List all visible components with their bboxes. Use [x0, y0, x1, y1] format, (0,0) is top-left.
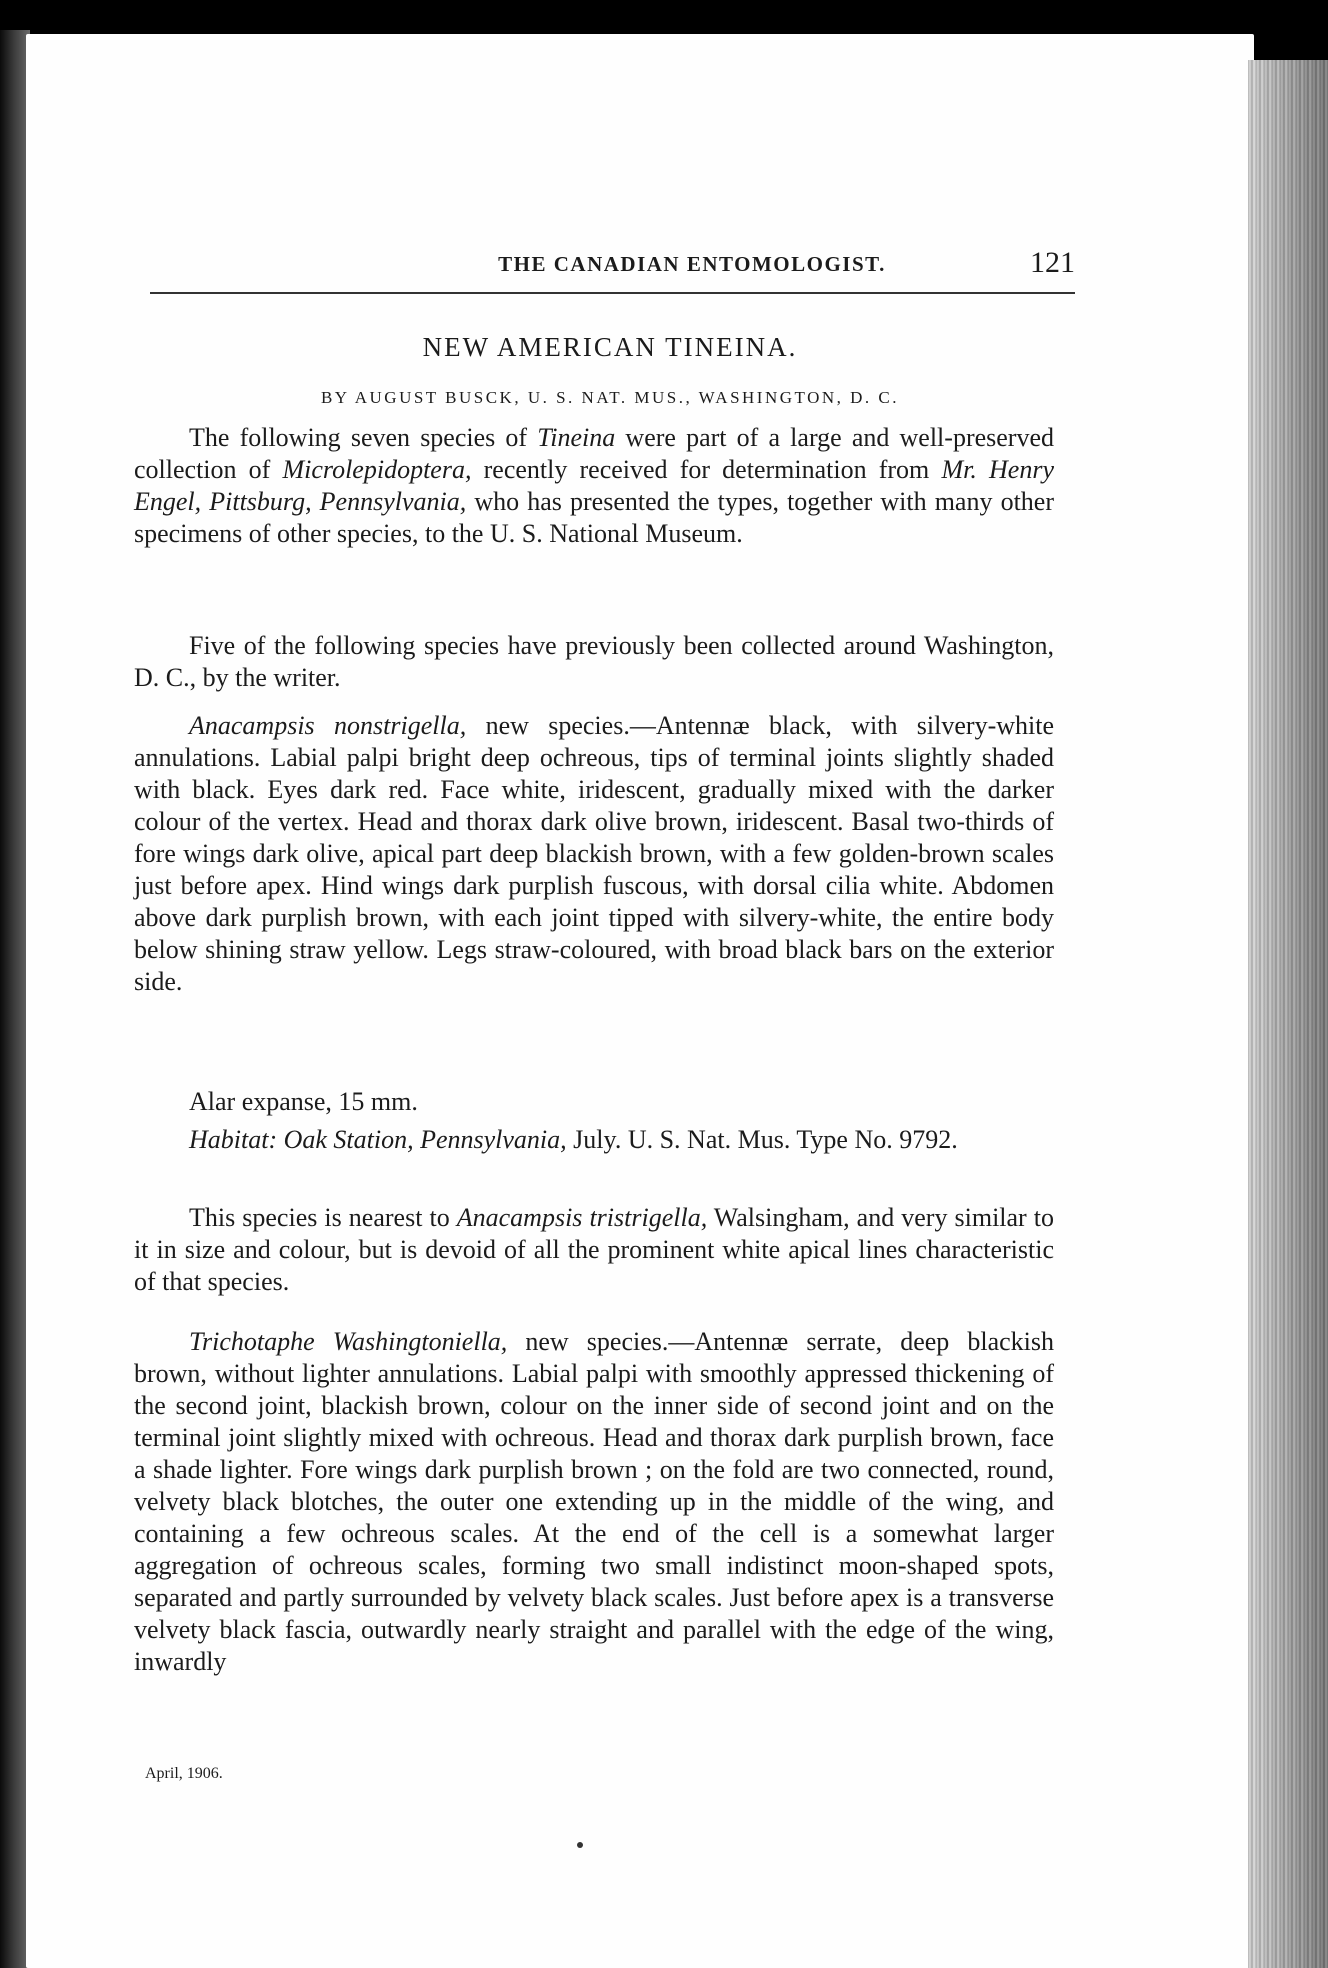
habitat-label: Habitat: Oak Station, Pennsylvania, — [189, 1125, 567, 1154]
text-run: were part of a large and well-preserved collection of — [134, 423, 1054, 484]
byline: BY AUGUST BUSCK, U. S. NAT. MUS., WASHINGTON, D. C. — [320, 388, 900, 407]
ink-dot — [577, 1842, 583, 1848]
habitat-paragraph — [134, 1124, 1054, 1156]
text-run: Walsingham, and very similar to it in size and colour, but is devoid of all the prominent white apical lines characteristic of that species. — [134, 1203, 1054, 1296]
species-description-2 — [134, 1326, 1054, 1678]
running-head — [150, 246, 1075, 302]
text-run: This species is nearest to — [189, 1203, 457, 1232]
issue-date: April, 1906. — [145, 1765, 223, 1782]
taxon-name: Tineina — [537, 423, 616, 452]
page-stack-shade — [1248, 60, 1328, 1968]
text-run: July. U. S. Nat. Mus. Type No. 9792. — [566, 1125, 958, 1154]
article-title: NEW AMERICAN TINEINA. — [422, 332, 798, 362]
text-run: new species.—Antennæ serrate, deep blackish brown, without lighter annulations. Labial palpi with smoothly appressed thickening of the second joint, blackish brown, colour on the inner side of second joint and on the terminal joint slightly mixed with ochreous. Head and thorax dark purplish brown, face a shade lighter. Fore wings dark purplish brown ; on the fold are two connected, round, velvety black blotches, the outer one extending up in the middle of the wing, and containing a few ochreous scales. At the end of the cell is a somewhat larger aggregation of ochreous scales, forming two small indistinct moon-shaped spots, separated and partly surrounded by velvety black scales. Just before apex is a transverse velvety black fascia, outwardly nearly straight and parallel with the edge of the wing, inwardly — [134, 1327, 1054, 1676]
page-number: 121 — [1030, 246, 1075, 279]
text-run: The following seven species of — [189, 423, 538, 452]
species-name: Trichotaphe Washingtoniella, — [189, 1327, 508, 1356]
intro-paragraph — [134, 422, 1054, 550]
journal-title: THE CANADIAN ENTOMOLOGIST. — [498, 252, 886, 276]
header-rule — [150, 292, 1075, 294]
alar-expanse — [134, 1086, 1054, 1118]
text-run: Alar expanse, 15 mm. — [189, 1087, 418, 1116]
collector-name: Mr. Henry Engel, Pittsburg, Pennsylvania, — [134, 455, 1054, 516]
species-name: Anacampsis tristrigella, — [456, 1203, 708, 1232]
text-run: recently received for determination from — [471, 455, 942, 484]
comparison-paragraph — [134, 1202, 1054, 1298]
text-run: Five of the following species have previously been collected around Washington, D. C., by the writer. — [134, 631, 1054, 692]
text-run: new species.—Antennæ black, with silvery-white annulations. Labial palpi bright deep ochreous, tips of terminal joints slightly shaded with black. Eyes dark red. Face white, iridescent, gradually mixed with the darker colour of the vertex. Head and thorax dark olive brown, iridescent. Basal two-thirds of fore wings dark olive, apical part deep blackish brown, with a few golden-brown scales just before apex. Hind wings dark purplish fuscous, with dorsal cilia white. Abdomen above dark purplish brown, with each joint tipped with silvery-white, the entire body below shining straw yellow. Legs straw-coloured, with broad black bars on the exterior side. — [134, 711, 1054, 996]
text-run: who has presented the types, together with many other specimens of other species, to the U. S. National Museum. — [134, 487, 1054, 548]
species-name: Anacampsis nonstrigella, — [189, 711, 467, 740]
taxon-name: Microlepidoptera, — [282, 455, 472, 484]
collection-paragraph — [134, 630, 1054, 694]
species-description-1 — [134, 710, 1054, 998]
